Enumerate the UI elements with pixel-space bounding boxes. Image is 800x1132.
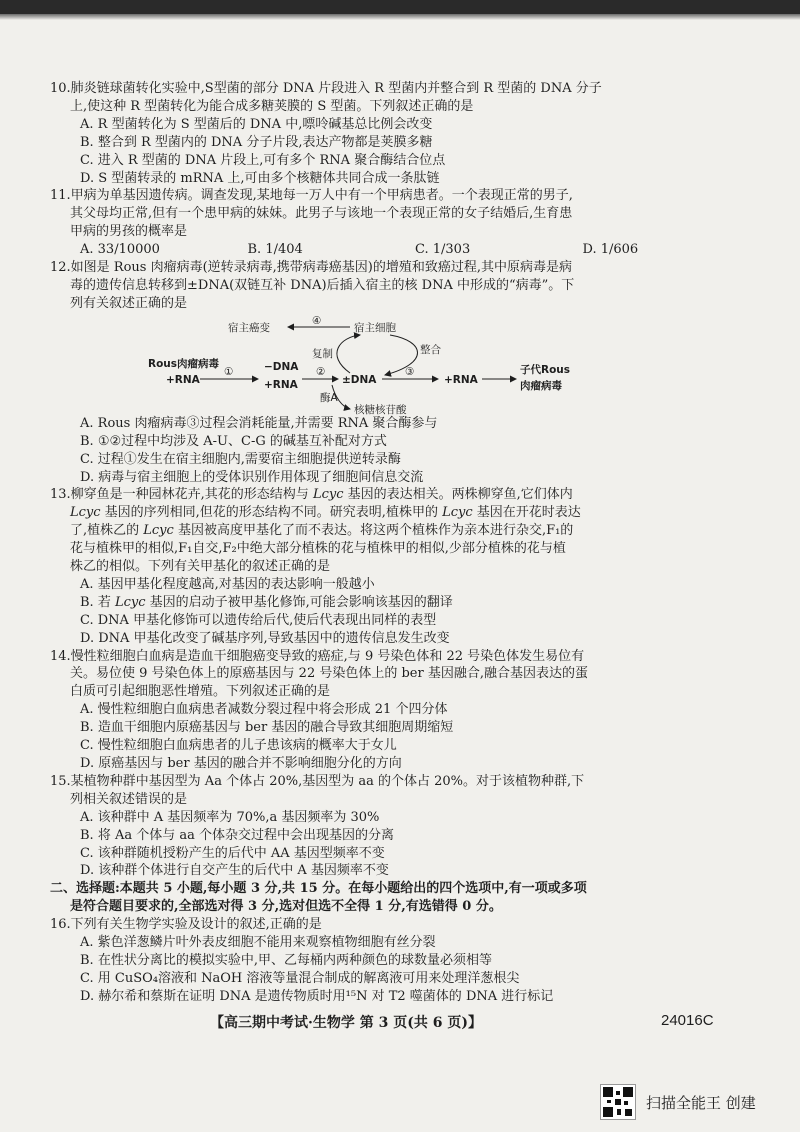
- scan-edge: [0, 0, 800, 14]
- q13-stem-2c: 基因在开花时表达: [472, 505, 581, 521]
- q14-option-a: A. 慢性粒细胞白血病患者减数分裂过程中将会形成 21 个四分体: [80, 702, 448, 718]
- q15-option-c: C. 该种群随机授粉产生的后代中 AA 基因型频率不变: [80, 845, 385, 861]
- q12-option-a: A. Rous 肉瘤病毒③过程会消耗能量,并需要 RNA 聚合酶参与: [80, 415, 438, 431]
- question-16: [50, 916, 750, 1006]
- q11-stem-1: 11.甲病为单基因遗传病。调查发现,某地每一万人中有一个甲病患者。一个表现正常的男子,: [50, 188, 573, 204]
- question-14: [50, 648, 750, 773]
- q12-stem-1: 12.如图是 Rous 肉瘤病毒(逆转录病毒,携带病毒癌基因)的增殖和致癌过程,其中原病毒是病: [50, 260, 573, 276]
- q11-stem-2: 其父母均正常,但有一个患甲病的妹妹。此男子与该地一个表现正常的女子结婚后,生育患: [70, 206, 573, 222]
- label-step4: ④: [312, 314, 322, 327]
- gene-lcyc: Lcyc: [442, 505, 473, 521]
- q15-option-b: B. 将 Aa 个体与 aa 个体杂交过程中会出现基因的分离: [80, 827, 394, 843]
- question-13: [50, 486, 750, 647]
- gene-lcyc: Lcyc: [312, 487, 344, 503]
- label-host-cancer: 宿主癌变: [228, 321, 270, 334]
- q12-stem-3: 列有关叙述正确的是: [70, 295, 188, 311]
- q12-option-c: C. 过程①发生在宿主细胞内,需要宿主细胞提供逆转录酶: [80, 451, 401, 467]
- scanner-watermark: 扫描全能王 创建: [646, 1094, 756, 1112]
- rous-virus-diagram: [50, 315, 750, 415]
- q10-option-c: C. 进入 R 型菌的 DNA 片段上,可有多个 RNA 聚合酶结合位点: [80, 152, 446, 168]
- section-2-line-1: 二、选择题:本题共 5 小题,每小题 3 分,共 15 分。在每小题给出的四个选项中,有一项或多项: [50, 881, 587, 897]
- q13-stem-3b: 基因被高度甲基化了而不表达。将这两个植株作为亲本进行杂交,F₁的: [173, 523, 574, 539]
- label-child-2: 肉瘤病毒: [520, 379, 562, 392]
- q16-option-a: A. 紫色洋葱鳞片叶外表皮细胞不能用来观察植物细胞有丝分裂: [80, 935, 436, 951]
- q10-option-a: A. R 型菌转化为 S 型菌后的 DNA 中,嘌呤碱基总比例会改变: [80, 116, 433, 132]
- q14-stem-3: 白质可引起细胞恶性增殖。下列叙述正确的是: [70, 684, 331, 700]
- label-host-cell: 宿主细胞: [354, 321, 396, 334]
- q13-option-a: A. 基因甲基化程度越高,对基因的表达影响一般越小: [80, 576, 375, 592]
- label-nucleotide: 核糖核苷酸: [354, 403, 407, 415]
- q15-option-d: D. 该种群个体进行自交产生的后代中 A 基因频率不变: [80, 863, 389, 879]
- q13-option-b-text: 基因的启动子被甲基化修饰,可能会影响该基因的翻译: [145, 594, 453, 610]
- label-step1: ①: [224, 365, 234, 378]
- q15-option-a: A. 该种群中 A 基因频率为 70%,a 基因频率为 30%: [80, 809, 380, 825]
- q10-option-b: B. 整合到 R 型菌内的 DNA 分子片段,表达产物都是荚膜多糖: [80, 134, 433, 150]
- q10-stem-2: 上,使这种 R 型菌转化为能合成多糖荚膜的 S 型菌。下列叙述正确的是: [70, 98, 474, 114]
- q12-option-b: B. ①②过程中均涉及 A-U、C-G 的碱基互补配对方式: [80, 433, 387, 449]
- q13-stem-2b: 基因的序列相同,但花的形态结构不同。研究表明,植株甲的: [100, 505, 443, 521]
- q11-option-d: D. 1/606: [582, 242, 639, 258]
- q12-option-d: D. 病毒与宿主细胞上的受体识别作用体现了细胞间信息交流: [80, 469, 424, 485]
- q11-option-c: C. 1/303: [415, 242, 471, 258]
- q10-stem-1: 10.肺炎链球菌转化实验中,S型菌的部分 DNA 片段进入 R 型菌内并整合到 R 型菌的 DNA 分子: [50, 81, 602, 96]
- q16-option-d: D. 赫尔希和蔡斯在证明 DNA 是遗传物质时用¹⁵N 对 T2 噬菌体的 DNA 进行标记: [80, 988, 554, 1004]
- q15-stem-2: 列相关叙述错误的是: [70, 791, 188, 807]
- q13-stem-4: 花与植株甲的相似,F₁自交,F₂中绝大部分植株的花与植株甲的相似,少部分植株的花与植: [70, 541, 566, 557]
- gene-lcyc: Lcyc: [114, 594, 146, 610]
- q13-stem-5: 株乙的相似。下列有关甲基化的叙述正确的是: [70, 559, 331, 575]
- gene-lcyc: Lcyc: [143, 523, 174, 539]
- q13-option-c: C. DNA 甲基化修饰可以遗传给后代,使后代表现出同样的表型: [80, 612, 437, 628]
- q13-option-d: D. DNA 甲基化改变了碱基序列,导致基因中的遗传信息发生改变: [80, 630, 450, 646]
- qr-code-icon: [600, 1084, 636, 1120]
- q16-stem-1: 16.下列有关生物学实验及设计的叙述,正确的是: [50, 917, 322, 933]
- q11-options: [50, 241, 750, 259]
- footer-page-info: 【高三期中考试·生物学 第 3 页(共 6 页)】: [210, 1015, 482, 1031]
- gene-lcyc: Lcyc: [70, 505, 101, 521]
- q14-stem-1: 14.慢性粒细胞白血病是造血干细胞癌变导致的癌症,与 9 号染色体和 22 号染色体发生易位有: [50, 648, 585, 664]
- q12-stem-2: 毒的遗传信息转移到±DNA(双链互补 DNA)后插入宿主的核 DNA 中形成的“病毒”。下: [70, 277, 575, 293]
- q13-stem-1: [50, 486, 750, 504]
- label-integrate: 整合: [420, 343, 441, 356]
- label-pm-dna: ±DNA: [342, 373, 377, 386]
- q14-option-b: B. 造血干细胞内原癌基因与 ber 基因的融合导致其细胞周期缩短: [80, 720, 454, 736]
- q13-stem-3a: 了,植株乙的: [70, 523, 144, 539]
- label-rous-2: +RNA: [166, 373, 200, 386]
- q13-option-b-prefix: B. 若: [80, 594, 115, 610]
- diagram-svg: [50, 315, 750, 415]
- q13-stem-1a: 13.柳穿鱼是一种园林花卉,其花的形态结构与: [50, 487, 313, 503]
- label-rous-1: Rous肉瘤病毒: [148, 357, 220, 370]
- label-plus-rna-2: +RNA: [444, 373, 478, 386]
- q11-option-b: B. 1/404: [247, 242, 303, 258]
- label-step3: ③: [405, 365, 415, 378]
- q14-option-c: C. 慢性粒细胞白血病患者的儿子患该病的概率大于女儿: [80, 738, 397, 754]
- label-step2: ②: [316, 365, 326, 378]
- q10-option-d: D. S 型菌转录的 mRNA 上,可由多个核糖体共同合成一条肽链: [80, 170, 440, 186]
- arrow-replicate: [337, 335, 360, 373]
- q11-option-a: A. 33/10000: [80, 242, 160, 258]
- label-child-1: 子代Rous: [520, 363, 571, 376]
- question-11: [50, 187, 750, 259]
- q16-option-c: C. 用 CuSO₄溶液和 NaOH 溶液等量混合制成的解离液可用来处理洋葱根尖: [80, 970, 520, 986]
- label-minus-dna: −DNA: [264, 360, 299, 373]
- q11-stem-3: 甲病的男孩的概率是: [70, 224, 188, 240]
- q13-stem-1b: 基因的表达相关。两株柳穿鱼,它们体内: [343, 487, 573, 503]
- q14-option-d: D. 原癌基因与 ber 基因的融合并不影响细胞分化的方向: [80, 756, 402, 771]
- label-enzyme: 酶A: [320, 391, 338, 404]
- section-2-header: [50, 880, 750, 916]
- q13-option-b: [50, 594, 750, 612]
- q13-stem-2: [50, 504, 750, 522]
- q16-option-b: B. 在性状分离比的模拟实验中,甲、乙每桶内两种颜色的球数量必须相等: [80, 952, 492, 968]
- exam-page: [50, 80, 750, 1006]
- footer-exam-code: 24016C: [661, 1012, 714, 1029]
- q14-stem-2: 关。易位使 9 号染色体上的原癌基因与 22 号染色体上的 ber 基因融合,融合基因表达的蛋: [70, 666, 588, 682]
- label-plus-rna: +RNA: [264, 378, 298, 391]
- q13-stem-3: [50, 522, 750, 540]
- question-12: [50, 259, 750, 486]
- q15-stem-1: 15.某植物种群中基因型为 Aa 个体占 20%,基因型为 aa 的个体占 20%。对于该植物种群,下: [50, 773, 585, 789]
- question-15: [50, 773, 750, 880]
- label-replicate: 复制: [312, 347, 333, 360]
- question-10: [50, 80, 750, 187]
- section-2-line-2: 是符合题目要求的,全部选对得 3 分,选对但选不全得 1 分,有选错得 0 分。: [70, 899, 502, 915]
